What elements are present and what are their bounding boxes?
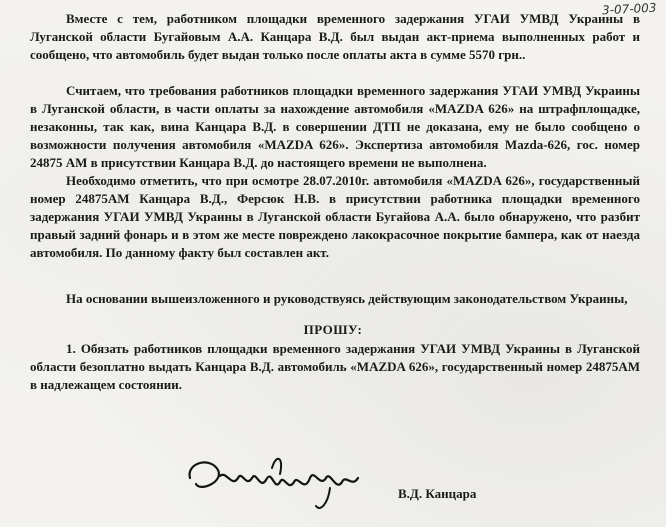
signer-name: В.Д. Канцара	[398, 486, 477, 501]
paragraph-text-bold: Экспертиза автомобиля Mazda-626, гос. номер 24875 АМ в присутствии Канцара В.Д. до настоящего времени не выполнена.	[30, 137, 641, 170]
paragraph-text: Необходимо отметить, что при осмотре 28.07.2010г. автомобиля «MAZDA 626», государственный номер 24875АМ Канцара В.Д., Ферсюк Н.В. в присутствии работника площадки временного задержания УГАИ УМВД Украины в Луганской области Бугайова А.А. было обнаружено, что разбит правый задний фонарь и в этом же месте повреждено лакокрасочное покрытие бампера, как от наезда автомобиля. По данному факту был составлен акт.	[30, 173, 640, 260]
paragraph-text: 1. Обязать работников площадки временного задержания УГАИ УМВД Украины в Луганской области безоплатно выдать Канцара В.Д. автомобиль «MAZDA 626», государственный номер 24875АМ в надлежащем состоянии.	[30, 341, 640, 392]
handwritten-signature	[180, 448, 380, 518]
paragraph-legal-basis	[30, 290, 640, 308]
paragraph-request-item	[30, 340, 640, 394]
paragraph-text: На основании вышеизложенного и руководствуясь действующим законодательством Украины,	[66, 291, 628, 306]
paragraph-text-normal: Считаем, что требования работников площадки временного задержания УГАИ УМВД Украины в Луганской области, в части оплаты за нахождение автомобиля «MAZDA 626» на штрафплощадке, незаконны, так как, вина Канцара В.Д. в совершении ДТП не доказана, ему не было сообщено о возможности получения автомобиля «MAZDA 626».	[30, 83, 640, 152]
handwritten-number: 3-07-003	[601, 0, 657, 18]
paragraph-inspection	[30, 172, 640, 262]
request-heading: ПРОШУ:	[303, 322, 363, 337]
paragraph-act-issued	[30, 10, 640, 64]
paragraph-claim-unlawful	[30, 82, 640, 172]
paragraph-text: Вместе с тем, работником площадки временного задержания УГАИ УМВД Украины в Луганской области Бугайовым А.А. Канцара В.Д. был выдан акт-приема выполненных работ и сообщено, что автомобиль будет выдан только после оплаты акта в сумме 5570 грн..	[30, 11, 640, 62]
paragraph-text	[30, 82, 640, 172]
